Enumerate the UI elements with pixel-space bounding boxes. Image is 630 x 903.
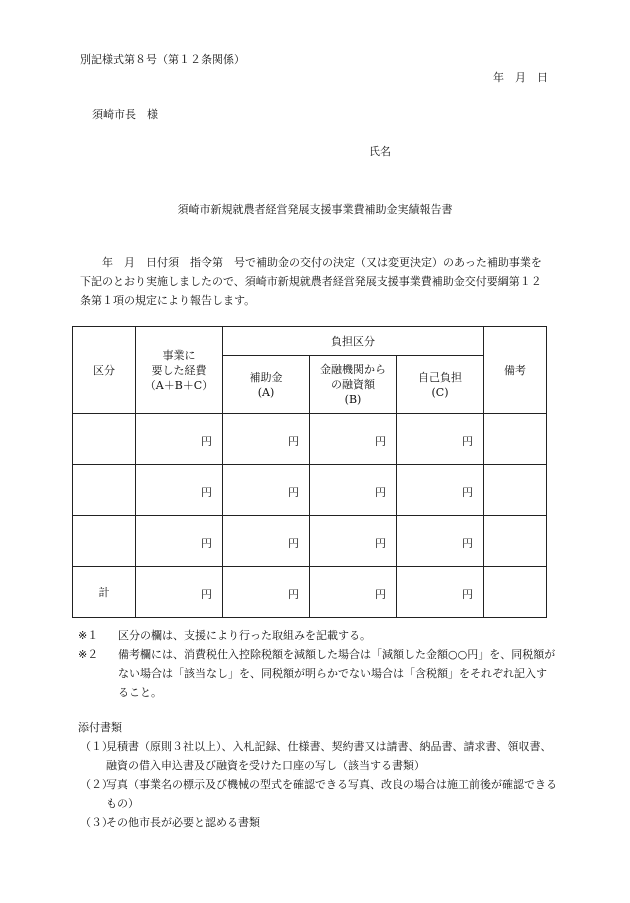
attachments-heading: 添付書類 <box>78 721 122 734</box>
form-number: 別記様式第８号（第１２条関係） <box>80 53 245 66</box>
attachments-section <box>78 718 558 832</box>
loan-cell: 円 <box>310 516 397 567</box>
col-loan-line1: 金融機関から <box>320 363 386 376</box>
col-subsidy-line2: (A) <box>257 385 275 399</box>
note-mark: ※２ <box>78 648 99 661</box>
date-line: 年 月 日 <box>493 71 548 84</box>
col-self-line2: (C) <box>431 385 449 399</box>
self-cell: 円 <box>397 516 484 567</box>
attachment-number: （２） <box>80 778 113 791</box>
note-item <box>78 626 556 645</box>
note-mark: ※１ <box>78 629 99 642</box>
col-self-header <box>397 356 484 414</box>
subsidy-cell: 円 <box>223 414 310 465</box>
col-cost-header <box>136 327 223 414</box>
attachment-text: 写真（事業名の標示及び機械の型式を確認できる写真、改良の場合は施工前後が確認できるもの） <box>106 778 557 810</box>
subsidy-cell: 円 <box>223 567 310 618</box>
row-label <box>73 516 136 567</box>
col-subsidy-line1: 補助金 <box>249 370 283 384</box>
table-row <box>73 516 547 567</box>
remarks-cell <box>484 516 547 567</box>
note-item <box>78 645 556 702</box>
note-text: 区分の欄は、支援により行った取組みを記載する。 <box>118 629 371 642</box>
attachment-item <box>78 775 558 813</box>
attachment-number: （３） <box>80 816 113 829</box>
name-label: 氏名 <box>369 145 391 158</box>
loan-cell: 円 <box>310 465 397 516</box>
cost-cell: 円 <box>136 465 223 516</box>
note-text: 備考欄には、消費税仕入控除税額を減額した場合は「減額した金額○○円」を、同税額がない場合は「該当なし」を、同税額が明らかでない場合は「含税額」をそれぞれ記入すること。 <box>118 648 556 699</box>
col-cost-line2: 要した経費 <box>151 363 207 377</box>
body-paragraph <box>80 253 552 310</box>
attachment-number: （１） <box>80 740 113 753</box>
col-loan-line2: の融資額 <box>331 378 375 391</box>
table-row <box>73 414 547 465</box>
col-loan-header <box>310 356 397 414</box>
attachment-text: その他市長が必要と認める書類 <box>106 816 260 829</box>
loan-cell: 円 <box>310 567 397 618</box>
self-cell: 円 <box>397 465 484 516</box>
col-remarks-header: 備考 <box>484 327 547 414</box>
col-category-header: 区分 <box>73 327 136 414</box>
attachment-text: 見積書（原則３社以上）、入札記録、仕様書、契約書又は請書、納品書、請求書、領収書、融資の借入申込書及び融資を受けた口座の写し（該当する書類） <box>106 740 552 772</box>
expense-table <box>72 326 547 618</box>
table-row <box>73 465 547 516</box>
col-burden-header: 負担区分 <box>223 327 484 356</box>
cost-cell: 円 <box>136 414 223 465</box>
self-cell: 円 <box>397 567 484 618</box>
row-label <box>73 465 136 516</box>
col-loan-line3: (B) <box>344 393 362 406</box>
col-self-line1: 自己負担 <box>418 370 462 384</box>
self-cell: 円 <box>397 414 484 465</box>
body-text: 年 月 日付須 指令第 号で補助金の交付の決定（又は変更決定）のあった補助事業を下記のとおり実施しましたので、須崎市新規就農者経営発展支援事業費補助金交付要綱第１２条第１項の規定により報告します。 <box>80 256 542 307</box>
total-label: 計 <box>73 567 136 618</box>
remarks-cell <box>484 465 547 516</box>
notes-section <box>78 626 556 702</box>
col-cost-line1: 事業に <box>162 348 196 362</box>
subsidy-cell: 円 <box>223 516 310 567</box>
remarks-cell <box>484 567 547 618</box>
cost-cell: 円 <box>136 516 223 567</box>
subsidy-cell: 円 <box>223 465 310 516</box>
loan-cell: 円 <box>310 414 397 465</box>
total-row <box>73 567 547 618</box>
addressee: 須崎市長 様 <box>92 108 158 121</box>
col-cost-line3: （A＋B＋C） <box>144 378 214 392</box>
remarks-cell <box>484 414 547 465</box>
row-label <box>73 414 136 465</box>
attachment-item <box>78 813 558 832</box>
cost-cell: 円 <box>136 567 223 618</box>
col-subsidy-header <box>223 356 310 414</box>
attachment-item <box>78 737 558 775</box>
document-title: 須崎市新規就農者経営発展支援事業費補助金実績報告書 <box>177 203 453 216</box>
